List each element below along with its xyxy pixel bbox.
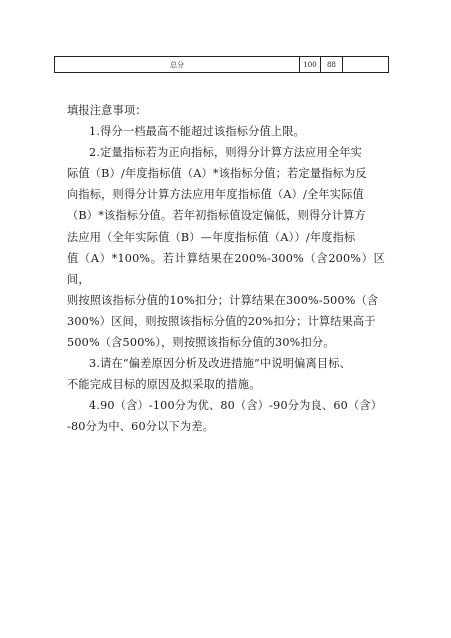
note-line: 1.得分一档最高不能超过该指标分值上限。: [89, 125, 306, 139]
note-line: 向指标，则得分计算方法应用年度指标值（A）/全年实际值: [67, 188, 364, 202]
note-line: 4.90（含）-100分为优、80（含）-90分为良、60（含）: [89, 399, 383, 413]
table-row: [55, 57, 389, 73]
note-line: 际值（B）/年度指标值（A）*该指标分值；若定量指标为反: [67, 167, 367, 181]
note-line: 值（A）*100%。若计算结果在200%-300%（含200%）区间，: [67, 251, 385, 286]
note-line: 3.请在“偏差原因分析及改进措施”中说明偏离目标、: [89, 357, 352, 371]
note-line: 法应用（全年实际值（B）—年度指标值（A））/年度指标: [67, 230, 356, 244]
note-item-3: [67, 353, 385, 395]
remark-cell: [343, 57, 389, 73]
note-item-1: [67, 121, 385, 142]
score-cell: 88: [321, 57, 343, 73]
note-item-4: [67, 395, 385, 437]
note-line: 2.定量指标若为正向指标，则得分计算方法应用全年实: [89, 146, 362, 160]
note-line: 不能完成目标的原因及拟采取的措施。: [67, 378, 261, 392]
note-line: 则按照该指标分值的10%扣分；计算结果在300%-500%（含: [67, 293, 379, 307]
full-score-cell: 100: [300, 57, 321, 73]
note-line: （B）*该指标分值。若年初指标值设定偏低，则得分计算方: [67, 209, 366, 223]
total-score-table: [54, 56, 389, 73]
note-line: 300%）区间，则按照该指标分值的20%扣分；计算结果高于: [67, 314, 376, 328]
notes-heading: 填报注意事项：: [67, 104, 147, 117]
filling-notes: [67, 100, 385, 438]
note-line: 500%（含500%），则按照该指标分值的30%扣分。: [67, 336, 335, 350]
note-item-2: [67, 142, 385, 353]
total-label-cell: 总分: [55, 57, 300, 73]
note-line: -80分为中、60分以下为差。: [67, 420, 215, 434]
